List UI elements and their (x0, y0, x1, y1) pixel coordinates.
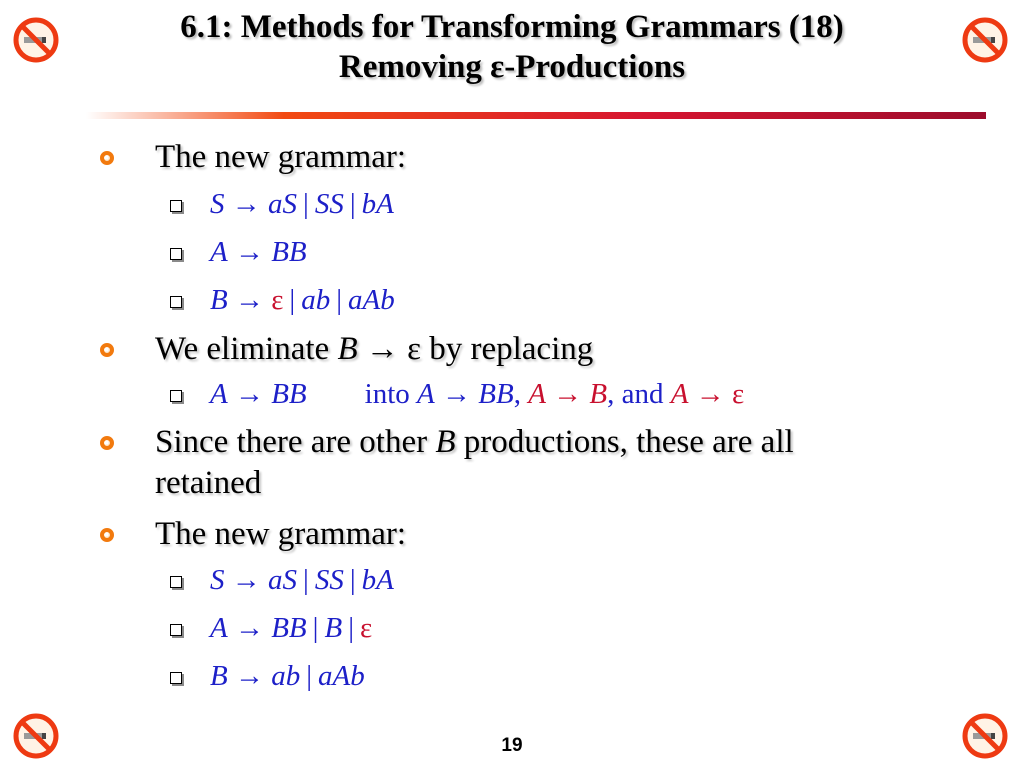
no-smoking-icon (13, 17, 59, 63)
rule-b-1: B → ε | ab | aAb (210, 284, 395, 316)
bullet-marker (100, 436, 114, 450)
title-divider (86, 112, 986, 119)
rule-a-1: A → BB (210, 236, 307, 268)
title-line-2: Removing ε-Productions (338, 49, 686, 85)
sub-bullet-marker (170, 672, 182, 684)
bullet-marker (100, 528, 114, 542)
rule-a-2: A → BB | B | ε (210, 612, 373, 644)
sub-bullet-marker (170, 248, 182, 260)
bullet-eliminate: We eliminate B → ε by replacing (155, 331, 594, 367)
bullet-other-productions: Since there are other B productions, these are all (155, 424, 794, 460)
sub-bullet-marker (170, 200, 182, 212)
title-line-1: 6.1: Methods for Transforming Grammars (18) (180, 9, 844, 45)
replacement-line: A → BB into A → BB, A → B, and A → ε (210, 378, 745, 410)
sub-bullet-marker (170, 390, 182, 402)
rule-b-2: B → ab | aAb (210, 660, 365, 692)
sub-bullet-marker (170, 576, 182, 588)
slide-title (70, 7, 954, 87)
bullet-marker (100, 343, 114, 357)
rule-s-1: S → aS | SS | bA (210, 188, 394, 220)
no-smoking-icon (962, 17, 1008, 63)
bullet-marker (100, 151, 114, 165)
page-number: 19 (501, 735, 523, 756)
no-smoking-icon (962, 713, 1008, 759)
rule-s-2: S → aS | SS | bA (210, 564, 394, 596)
sub-bullet-marker (170, 624, 182, 636)
bullet-new-grammar-2: The new grammar: (155, 516, 407, 552)
sub-bullet-marker (170, 296, 182, 308)
no-smoking-icon (13, 713, 59, 759)
bullet-other-productions-line-2: retained (155, 465, 262, 501)
bullet-new-grammar-1: The new grammar: (155, 139, 407, 175)
